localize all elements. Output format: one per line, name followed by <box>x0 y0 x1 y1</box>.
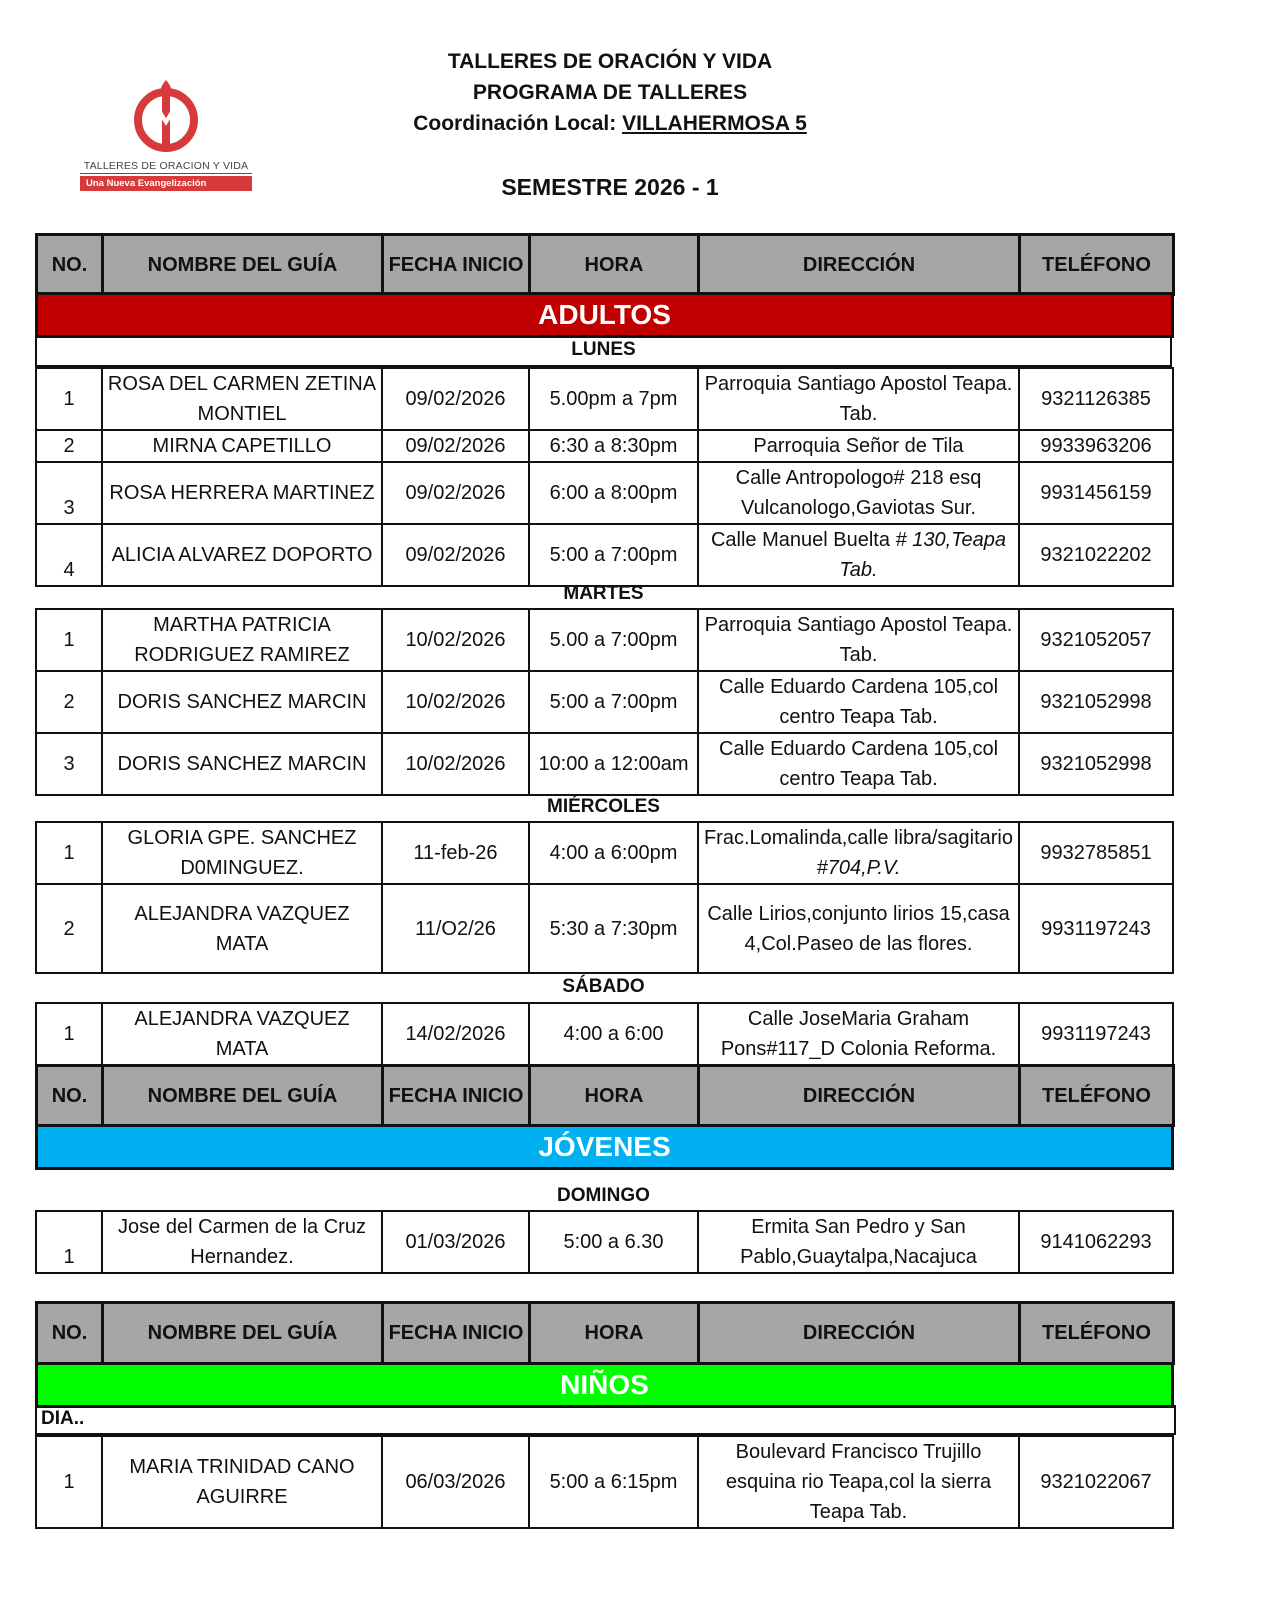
cell-phone: 9141062293 <box>1019 1211 1173 1273</box>
cell-time: 5:00 a 6:15pm <box>529 1436 698 1528</box>
cell-time: 5:00 a 7:00pm <box>529 524 698 586</box>
day-miercoles: MIÉRCOLES <box>547 796 660 817</box>
cell-phone: 9931197243 <box>1019 884 1173 973</box>
col-time: HORA <box>530 1066 699 1126</box>
cell-name: DORIS SANCHEZ MARCIN <box>102 733 382 795</box>
cell-no: 2 <box>36 671 102 733</box>
cell-no: 2 <box>36 430 102 462</box>
cell-address: Ermita San Pedro y San Pablo,Guaytalpa,Nacajuca <box>698 1211 1019 1273</box>
cell-phone: 9321052998 <box>1019 671 1173 733</box>
table-domingo <box>35 1210 1174 1274</box>
cell-address: Parroquia Santiago Apostol Teapa. Tab. <box>698 368 1019 430</box>
cell-name: MIRNA CAPETILLO <box>102 430 382 462</box>
cell-date: 09/02/2026 <box>382 368 529 430</box>
col-address: DIRECCIÓN <box>699 235 1020 295</box>
col-date: FECHA INICIO <box>383 1066 530 1126</box>
table-lunes <box>35 367 1174 587</box>
cell-date: 14/02/2026 <box>382 1003 529 1065</box>
cell-address: Parroquia Santiago Apostol Teapa. Tab. <box>698 609 1019 671</box>
table-ninos <box>35 1435 1174 1529</box>
cell-time: 5.00 a 7:00pm <box>529 609 698 671</box>
semester-title: SEMESTRE 2026 - 1 <box>501 174 719 200</box>
col-phone: TELÉFONO <box>1020 1066 1174 1126</box>
cell-date: 10/02/2026 <box>382 733 529 795</box>
cell-name: ROSA HERRERA MARTINEZ <box>102 462 382 524</box>
col-phone: TELÉFONO <box>1020 1303 1174 1364</box>
section-ninos: NIÑOS <box>35 1362 1174 1408</box>
col-no: NO. <box>37 1066 103 1126</box>
cell-name: MARTHA PATRICIA RODRIGUEZ RAMIREZ <box>102 609 382 671</box>
col-no: NO. <box>37 1303 103 1364</box>
address-part: Frac.Lomalinda,calle libra/sagitario <box>703 827 1014 849</box>
cell-phone: 9321052057 <box>1019 609 1173 671</box>
table-row <box>36 430 1173 462</box>
col-phone: TELÉFONO <box>1020 235 1174 295</box>
cell-date: 01/03/2026 <box>382 1211 529 1273</box>
cell-name: Jose del Carmen de la Cruz Hernandez. <box>102 1211 382 1273</box>
cell-date: 09/02/2026 <box>382 524 529 586</box>
cell-no: 1 <box>36 822 102 884</box>
address-part: Calle Manuel Buelta <box>710 529 896 551</box>
address-part-italic: #704,P.V. <box>816 857 901 879</box>
cell-time: 5:00 a 6.30 <box>529 1211 698 1273</box>
cell-address: Parroquia Señor de Tila <box>698 430 1019 462</box>
cell-name: MARIA TRINIDAD CANO AGUIRRE <box>102 1436 382 1528</box>
cell-time: 5.00pm a 7pm <box>529 368 698 430</box>
coord-label: Coordinación Local: <box>413 112 617 135</box>
cell-no: 1 <box>36 368 102 430</box>
table-row <box>36 884 1173 973</box>
cell-name: ALEJANDRA VAZQUEZ MATA <box>102 884 382 973</box>
col-no: NO. <box>37 235 103 295</box>
coordination-line <box>400 112 820 136</box>
table-miercoles <box>35 821 1174 974</box>
cell-no: 3 <box>36 462 102 524</box>
cell-time: 6:30 a 8:30pm <box>529 430 698 462</box>
cell-time: 4:00 a 6:00pm <box>529 822 698 884</box>
cell-address: Boulevard Francisco Trujillo esquina rio Teapa,col la sierra Teapa Tab. <box>698 1436 1019 1528</box>
col-address: DIRECCIÓN <box>699 1303 1020 1364</box>
logo-name: TALLERES DE ORACION Y VIDA <box>80 160 252 174</box>
cell-no: 1 <box>36 1436 102 1528</box>
cell-time: 5:30 a 7:30pm <box>529 884 698 973</box>
day-sabado: SÁBADO <box>562 976 645 997</box>
cell-address: Calle Antropologo# 218 esq Vulcanologo,Gaviotas Sur. <box>698 462 1019 524</box>
cell-no: 1 <box>36 609 102 671</box>
cell-phone: 9933963206 <box>1019 430 1173 462</box>
column-header <box>35 233 1175 296</box>
doc-subtitle: PROGRAMA DE TALLERES <box>472 81 748 104</box>
cell-date: 10/02/2026 <box>382 609 529 671</box>
cell-phone: 9932785851 <box>1019 822 1173 884</box>
logo <box>80 78 252 202</box>
cell-address <box>698 524 1019 586</box>
col-name: NOMBRE DEL GUÍA <box>103 1303 383 1364</box>
cell-time: 10:00 a 12:00am <box>529 733 698 795</box>
day-lunes: LUNES <box>35 335 1172 367</box>
cell-name: ALEJANDRA VAZQUEZ MATA <box>102 1003 382 1065</box>
cell-phone: 9931456159 <box>1019 462 1173 524</box>
column-header <box>35 1064 1175 1127</box>
col-time: HORA <box>530 235 699 295</box>
cell-name: GLORIA GPE. SANCHEZ D0MINGUEZ. <box>102 822 382 884</box>
cell-no: 4 <box>36 524 102 586</box>
cell-no: 1 <box>36 1003 102 1065</box>
table-row <box>36 609 1173 671</box>
cell-name: ROSA DEL CARMEN ZETINA MONTIEL <box>102 368 382 430</box>
table-row <box>36 822 1173 884</box>
day-domingo: DOMINGO <box>557 1185 650 1206</box>
cell-phone: 9321126385 <box>1019 368 1173 430</box>
table-martes <box>35 608 1174 796</box>
section-jovenes: JÓVENES <box>35 1124 1174 1170</box>
col-name: NOMBRE DEL GUÍA <box>103 235 383 295</box>
cell-name: DORIS SANCHEZ MARCIN <box>102 671 382 733</box>
col-time: HORA <box>530 1303 699 1364</box>
cell-no: 1 <box>36 1211 102 1273</box>
address-part-italic: # 130,Teapa Tab. <box>839 529 1007 581</box>
coord-value: VILLAHERMOSA 5 <box>622 112 807 135</box>
table-row <box>36 524 1173 586</box>
cell-time: 5:00 a 7:00pm <box>529 671 698 733</box>
cell-phone: 9321022202 <box>1019 524 1173 586</box>
table-row <box>36 462 1173 524</box>
cell-date: 11-feb-26 <box>382 822 529 884</box>
column-header <box>35 1301 1175 1365</box>
cell-address: Calle Eduardo Cardena 105,col centro Teapa Tab. <box>698 733 1019 795</box>
cell-date: 09/02/2026 <box>382 462 529 524</box>
doc-title: TALLERES DE ORACIÓN Y VIDA <box>447 50 773 73</box>
day-dia: DIA.. <box>35 1405 1176 1435</box>
col-name: NOMBRE DEL GUÍA <box>103 1066 383 1126</box>
col-date: FECHA INICIO <box>383 235 530 295</box>
table-row <box>36 1003 1173 1065</box>
cell-time: 4:00 a 6:00 <box>529 1003 698 1065</box>
section-adultos: ADULTOS <box>35 292 1174 338</box>
cell-address <box>698 822 1019 884</box>
cell-address: Calle Lirios,conjunto lirios 15,casa 4,Col.Paseo de las flores. <box>698 884 1019 973</box>
table-row <box>36 368 1173 430</box>
cell-phone: 9931197243 <box>1019 1003 1173 1065</box>
cell-date: 11/O2/26 <box>382 884 529 973</box>
cell-date: 10/02/2026 <box>382 671 529 733</box>
cell-phone: 9321052998 <box>1019 733 1173 795</box>
cell-date: 09/02/2026 <box>382 430 529 462</box>
cell-name: ALICIA ALVAREZ DOPORTO <box>102 524 382 586</box>
cell-address: Calle Eduardo Cardena 105,col centro Teapa Tab. <box>698 671 1019 733</box>
cross-flame-icon <box>131 78 201 152</box>
logo-tagline: Una Nueva Evangelización <box>80 176 252 191</box>
cell-time: 6:00 a 8:00pm <box>529 462 698 524</box>
day-martes: MARTES <box>563 583 644 604</box>
cell-phone: 9321022067 <box>1019 1436 1173 1528</box>
table-sabado <box>35 1002 1174 1066</box>
cell-date: 06/03/2026 <box>382 1436 529 1528</box>
cell-address: Calle JoseMaria Graham Pons#117_D Colonia Reforma. <box>698 1003 1019 1065</box>
table-row <box>36 733 1173 795</box>
table-row <box>36 1436 1173 1528</box>
table-row <box>36 671 1173 733</box>
cell-no: 3 <box>36 733 102 795</box>
table-row <box>36 1211 1173 1273</box>
col-date: FECHA INICIO <box>383 1303 530 1364</box>
cell-no: 2 <box>36 884 102 973</box>
col-address: DIRECCIÓN <box>699 1066 1020 1126</box>
